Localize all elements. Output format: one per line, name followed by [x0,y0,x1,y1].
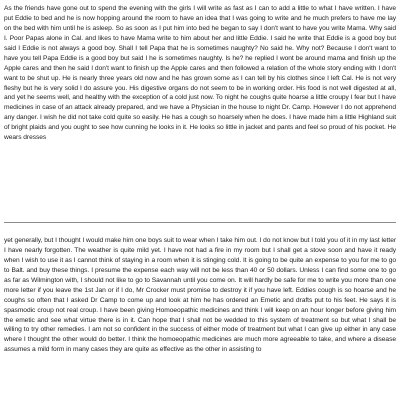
letter-paragraph-1: As the friends have gone out to spend the evening with the girls I will write as fast as I can to add a little to what I have written. I have put Eddie to bed and he is now hopping around the room to have an idea that I was going to write and he much prefers to have me lay on the bed with him until he is asleep. So as soon as I put him into bed he began to say I don't want to have you write Mama. Why said I. Poor Papas alone in Cal. and likes to have Mama write to him about her and little Eddie. I said he write that Eddie is a good boy but said I Eddie is not always a good boy. Shall I tell Papa that he is sometimes naughty? No said he. Why not? Because I don't want to have you tell Papa Eddie is a good boy but said I he is sometimes naughty. Is he? he replied I wont be around mama and finish up the Apple cares and then he said I don't want to finish up the Apple cares and then followed a relation of the whole story ending with I don't want to be shut up. He is nearly three years old now and he has grown some as I can tell by his clothes since I left Cal. He is not very fleshy but he is very solid I do assure you. His digestive organs do not seem to be in working order. His food is not well digested at all, and yet he seems well, and healthy with the exception of a cold just now. To night he coughs quite hoarse a little croupy I fear but I have medicines in case of an attack already prepared, and we have a Physician in the house to night Dr. Camp. However I do not apprehend any danger. I wish he did not take cold quite so easily. He has a cough so hoarsely when he does. I have made him a little Highland suit of bright plaids and you ought to see how cunning he looks in it. He looks so little in jacket and pants and feel so proud of his pocket. He wears dresses [4,5,396,142]
letter-paragraph-2: yet generally, but I thought I would make him one boys suit to wear when I take him out. I do not know but I told you of it in my last letter I have nearly forgotten. The weather is quite mild yet. I have not had a fire in my room but I shall get a stove soon and have it ready when I wish to use it as I cannot think of staying in a room when it is stinging cold. It is going to be quite an expense to you for me to go to Balt. and buy these things. I presume the expense each way will not be less than 40 or 50 dollars. Unless I can find some one to go as far as Wilmington with, I should not like to go to Savannah until you come on. It will hardly be safe for me to write you more than one more letter if you leave the 1st Jan or if I do, Mr Crocker must promise to destroy it if you have left. Eddies cough is so hoarse and he coughs so often that I asked Dr Camp to come up and look at him he has ordered an Emetic and drafts put to his feet. He says it is spasmodic croup not real croup. I have been giving Homoeopathic medicines and think I will keep on an hour longer before giving him the emetic and see what virtue there is in it. Can hope that I shall not be wedded to this system of treatment so but what I shall be willing to try other remedies. I am not so confident in the success of either mode of treatment but what I can give up either in any case where I thought the other would do better. I think the homoeopathic medicines are much more agreeable to take, and where a disease assumes a mild form in many cases they are quite as effective as the other in assisting to [4,237,396,354]
page-divider [4,222,396,223]
